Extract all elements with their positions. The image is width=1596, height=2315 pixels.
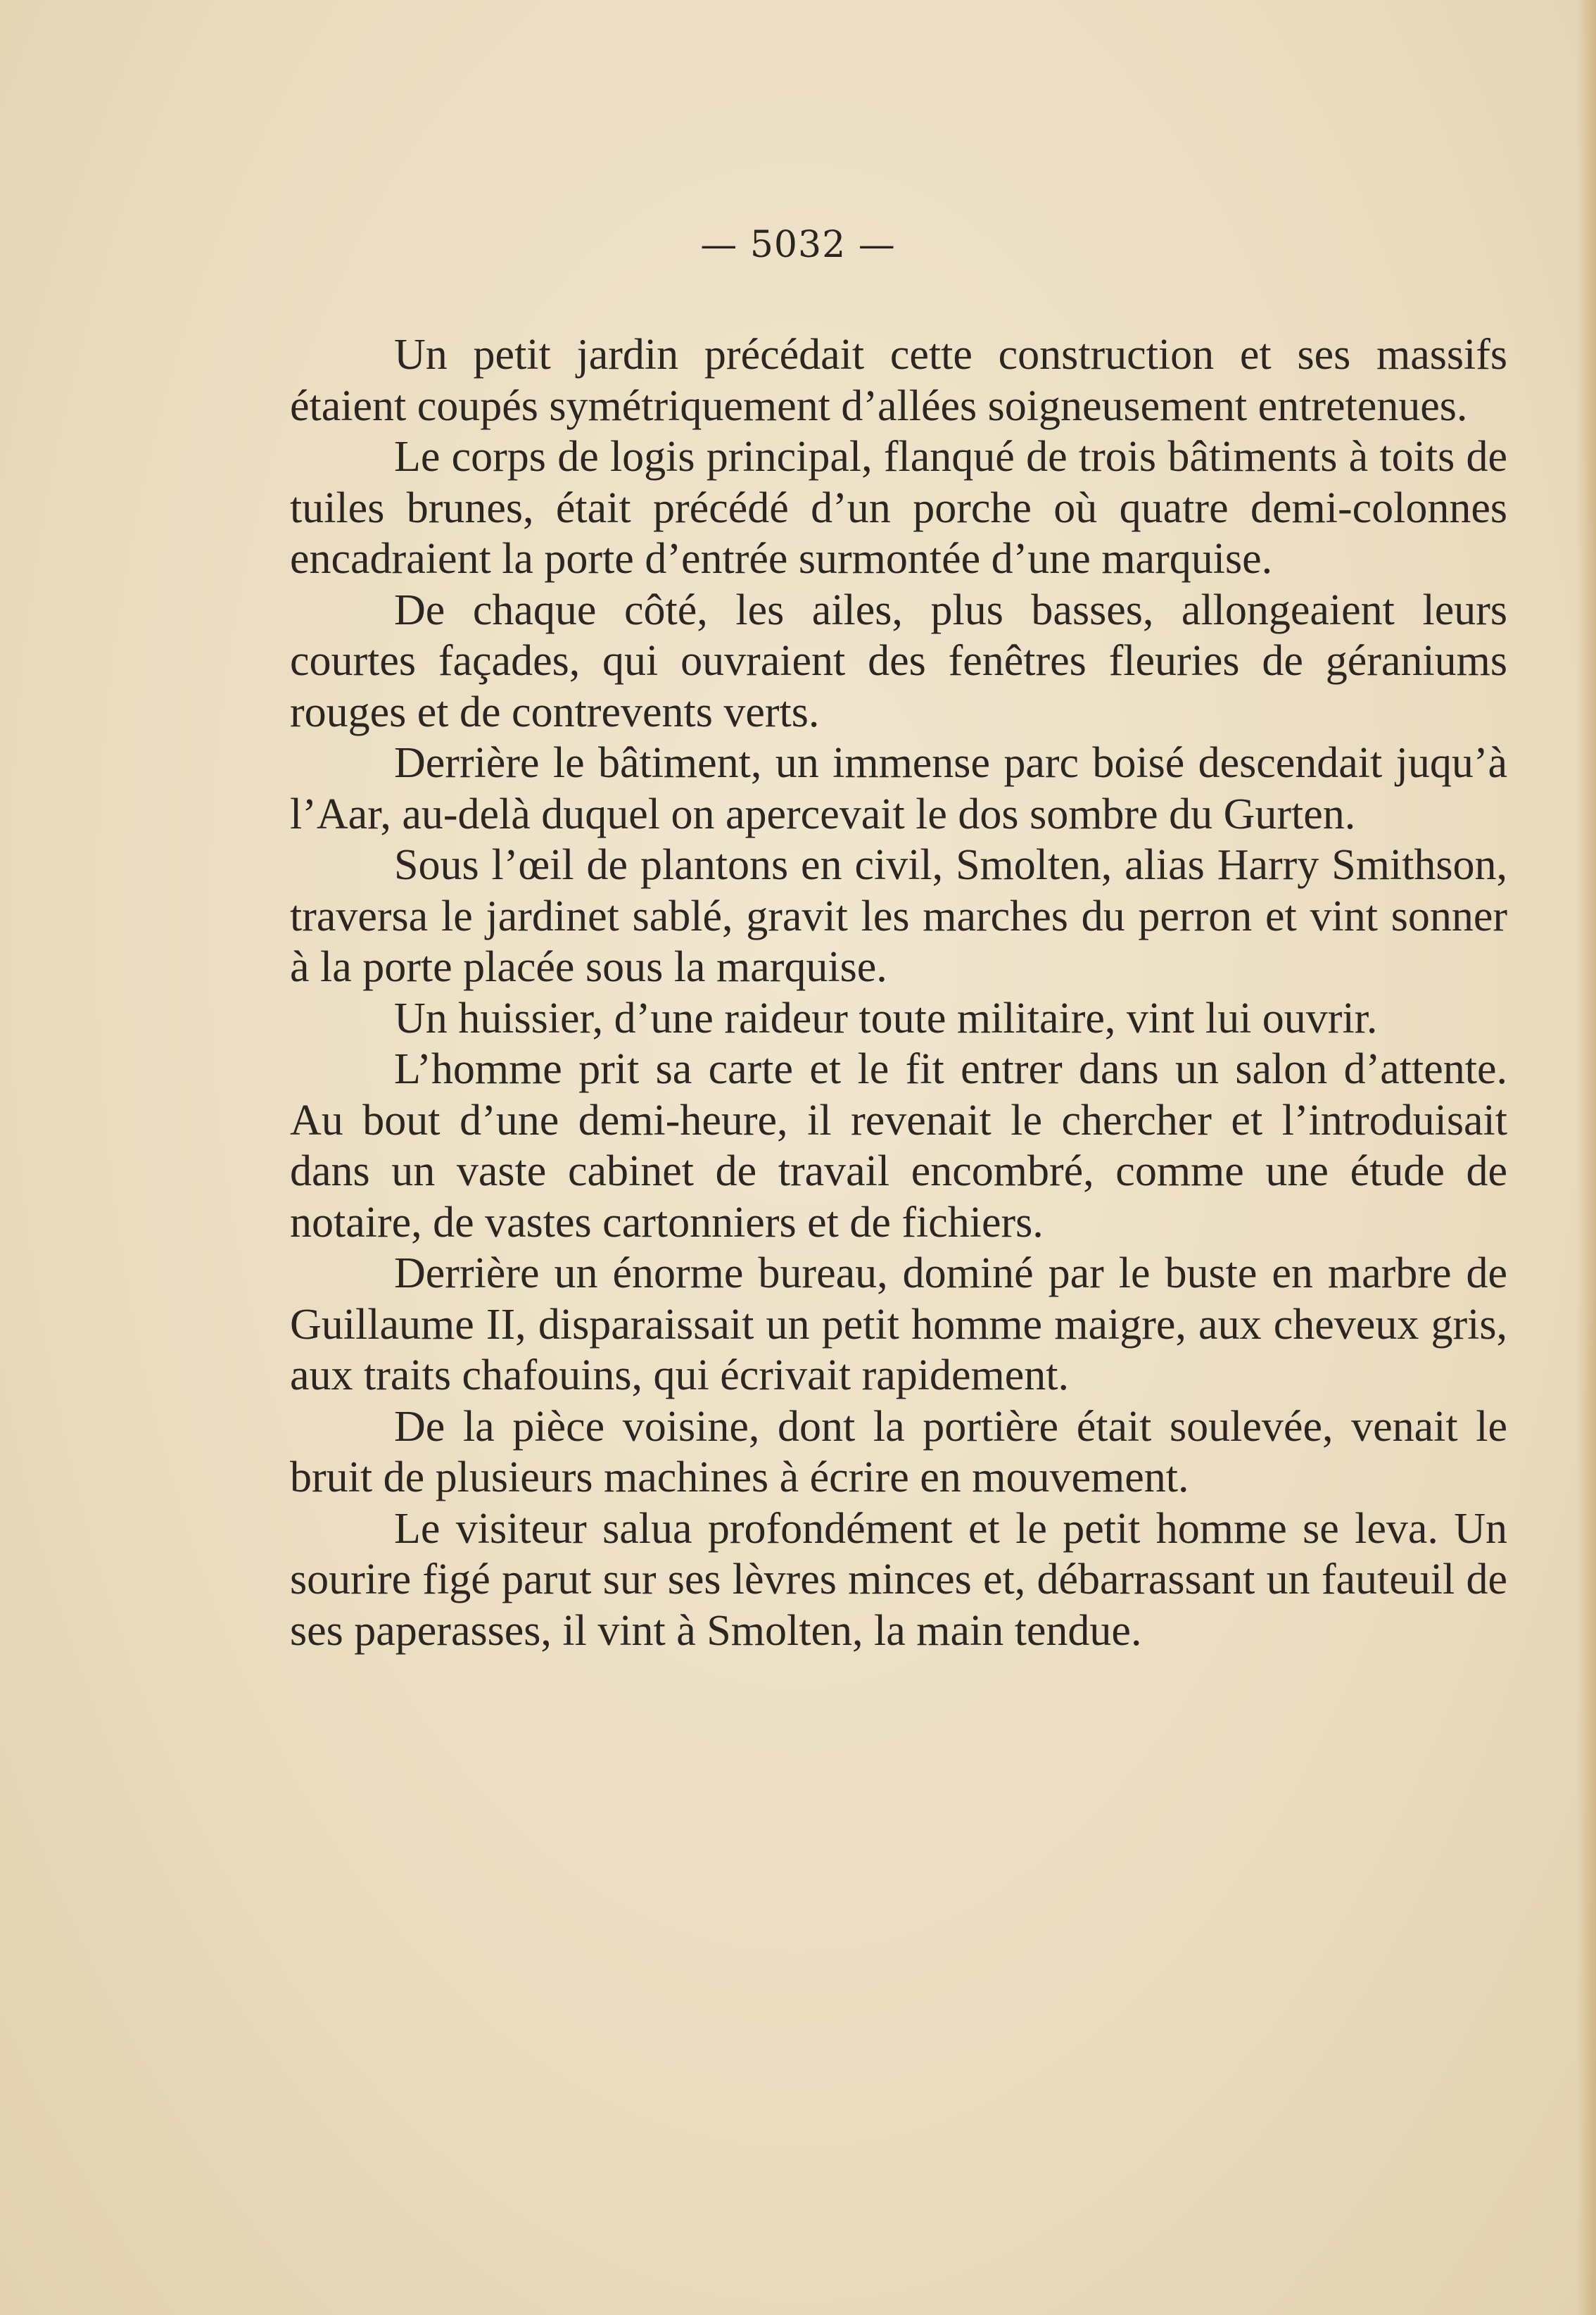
paragraph: Sous l’œil de plantons en civil, Smolten, alias Harry Smithson, traversa le jardinet sablé, gravit les marches du perron et vint sonner à la porte placée sous la marquise. (290, 841, 1507, 991)
paragraph: De la pièce voisine, dont la portière était soulevée, venait le bruit de plusieurs machines à écrire en mouvement. (290, 1402, 1507, 1501)
page-number: — 5032 — (700, 224, 896, 266)
paragraph: L’homme prit sa carte et le fit entrer dans un salon d’attente. Au bout d’une demi-heure, il revenait le chercher et l’introduisait dans un vaste cabinet de travail encombré, comme une étude de notaire, de vastes cartonniers et de fichiers. (290, 1045, 1507, 1247)
paragraph: Le visiteur salua profondément et le petit homme se leva. Un sourire figé parut sur ses lèvres minces et, débarrassant un fauteuil de ses paperasses, il vint à Smolten, la main tendue. (290, 1504, 1507, 1655)
page-edge-shadow (1576, 0, 1596, 2315)
paragraph: Un petit jardin précédait cette construction et ses massifs étaient coupés symétriquement d’allées soigneusement entretenues. (290, 331, 1507, 430)
paragraph: Derrière un énorme bureau, dominé par le buste en marbre de Guillaume II, disparaissait un petit homme maigre, aux cheveux gris, aux traits chafouins, qui écrivait rapidement. (290, 1249, 1507, 1399)
body-text (290, 329, 1507, 1656)
paragraph: Derrière le bâtiment, un immense parc boisé descendait juqu’à l’Aar, au-delà duquel on apercevait le dos sombre du Gurten. (290, 739, 1507, 838)
paragraph: Un huissier, d’une raideur toute militaire, vint lui ouvrir. (394, 994, 1378, 1042)
paragraph: Le corps de logis principal, flanqué de trois bâtiments à toits de tuiles brunes, était précédé d’un porche où quatre demi-colonnes encadraient la porte d’entrée surmontée d’une marquise. (290, 433, 1507, 583)
paragraph: De chaque côté, les ailes, plus basses, allongeaient leurs courtes façades, qui ouvraient des fenêtres fleuries de géraniums rouges et de contrevents verts. (290, 586, 1507, 736)
